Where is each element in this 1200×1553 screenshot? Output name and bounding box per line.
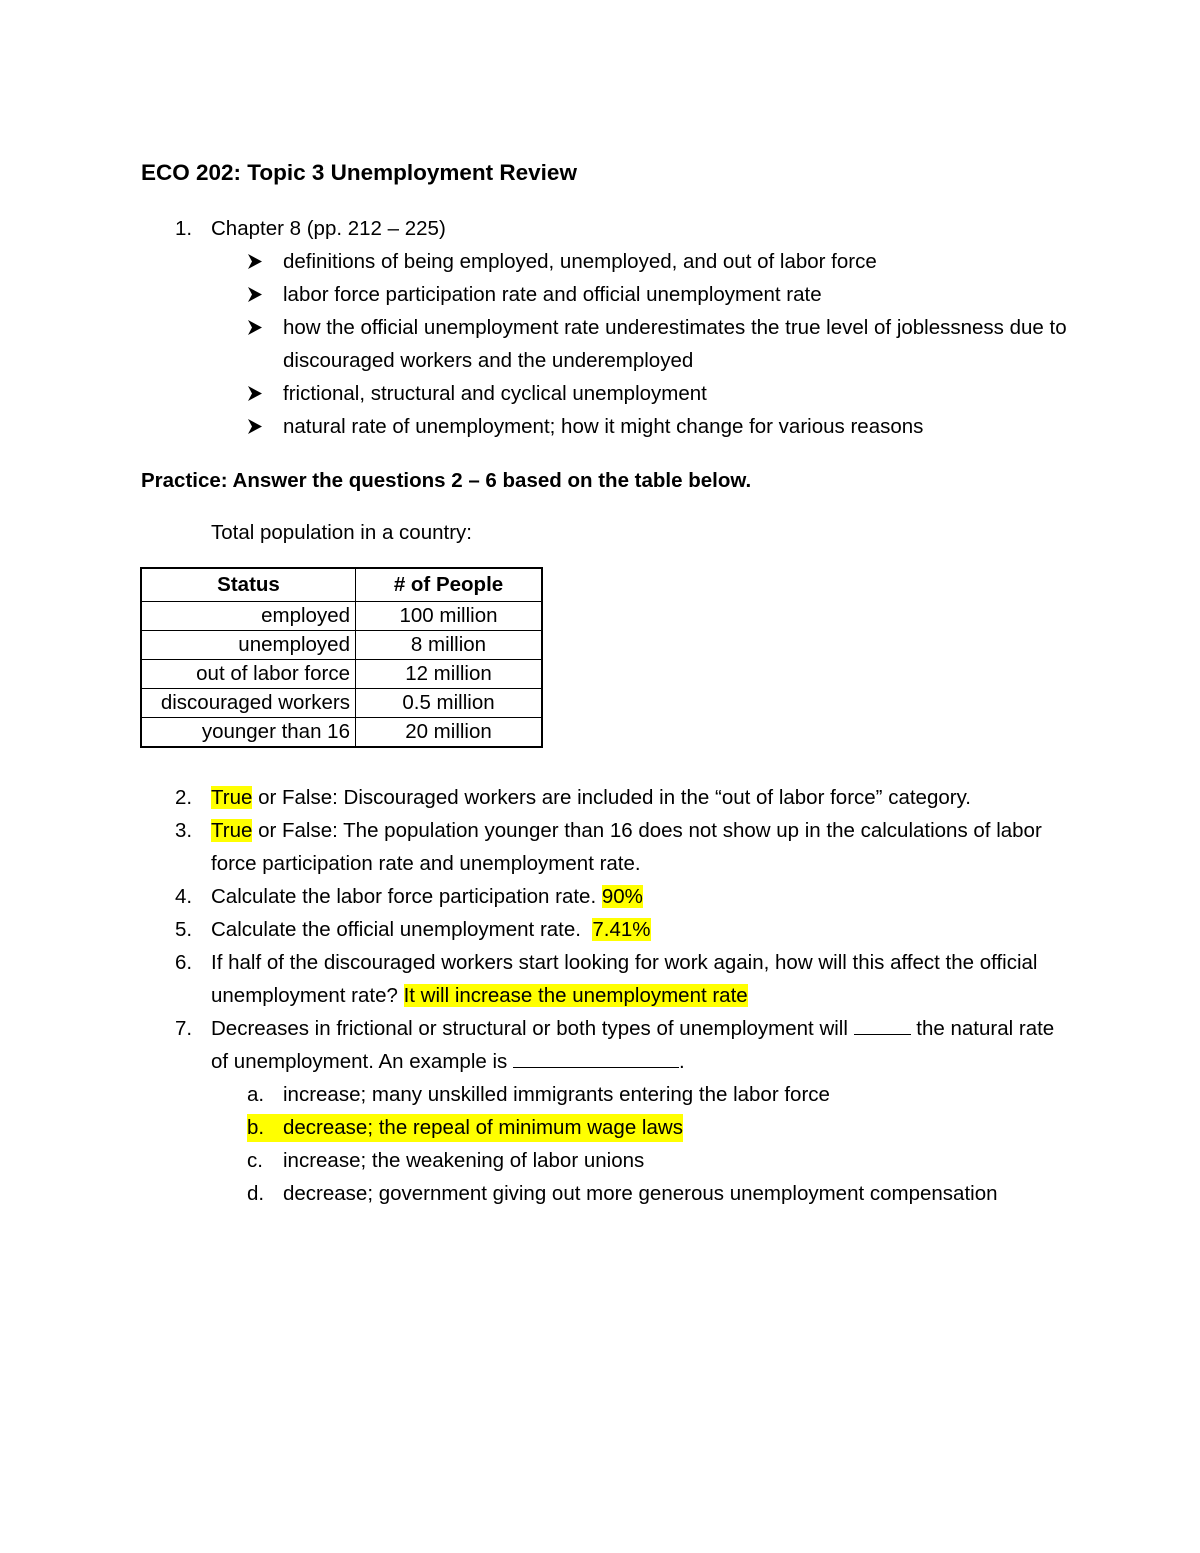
question-6: If half of the discouraged workers start looking for work again, how will this affect the official <box>211 951 1038 974</box>
fill-in-blank <box>854 1016 911 1035</box>
arrow-bullet-icon <box>247 380 267 408</box>
answer-highlight: 90% <box>601 885 643 908</box>
bullet-item: labor force participation rate and official unemployment rate <box>283 283 822 306</box>
practice-heading: Practice: Answer the questions 2 – 6 based on the table below. <box>141 469 752 492</box>
question-text: or False: The population younger than 16 does not show up in the calculations of labor <box>252 819 1042 842</box>
option-letter: d. <box>247 1182 265 1205</box>
table-header-row <box>141 568 542 602</box>
people-cell: 8 million <box>356 631 543 660</box>
option-text: decrease; government giving out more generous unemployment compensation <box>283 1182 998 1205</box>
answer-highlight: It will increase the unemployment rate <box>403 984 748 1007</box>
question-6-continuation <box>211 982 748 1010</box>
question-text: . <box>678 1050 685 1073</box>
question-7-continuation <box>211 1048 685 1076</box>
fill-in-blank <box>513 1049 679 1068</box>
option-answer-highlight <box>247 1114 683 1142</box>
arrow-bullet-icon <box>247 413 267 441</box>
arrow-bullet-icon <box>247 248 267 276</box>
status-cell: discouraged workers <box>141 689 356 718</box>
status-cell: out of labor force <box>141 660 356 689</box>
question-5 <box>211 916 651 944</box>
arrow-bullet-icon <box>247 314 267 342</box>
arrow-bullet-icon <box>247 281 267 309</box>
table-row <box>141 718 542 748</box>
bullet-item: frictional, structural and cyclical unemployment <box>283 382 707 405</box>
table-row <box>141 602 542 631</box>
bullet-item: natural rate of unemployment; how it might change for various reasons <box>283 415 924 438</box>
people-cell: 0.5 million <box>356 689 543 718</box>
item-number-1: 1. <box>175 217 193 240</box>
column-header-status: Status <box>141 568 356 602</box>
question-text: of unemployment. An example is <box>211 1050 513 1073</box>
question-text: or False: Discouraged workers are included in the “out of labor force” category. <box>252 786 971 809</box>
question-3 <box>211 817 1042 845</box>
item-number-2: 2. <box>175 786 193 809</box>
question-text: the natural rate <box>910 1017 1055 1040</box>
bullet-item: definitions of being employed, unemployed, and out of labor force <box>283 250 877 273</box>
people-cell: 20 million <box>356 718 543 748</box>
people-cell: 100 million <box>356 602 543 631</box>
option-text: increase; the weakening of labor unions <box>283 1149 645 1172</box>
item-number-4: 4. <box>175 885 193 908</box>
question-3-continuation: force participation rate and unemployment rate. <box>211 852 641 875</box>
question-text: unemployment rate? <box>211 984 404 1007</box>
chapter-label: Chapter 8 (pp. 212 – 225) <box>211 217 446 240</box>
option-text: decrease; the repeal of minimum wage laws <box>283 1116 683 1139</box>
question-text: Decreases in frictional or structural or both types of unemployment will <box>211 1017 854 1040</box>
status-cell: unemployed <box>141 631 356 660</box>
item-number-7: 7. <box>175 1017 193 1040</box>
people-cell: 12 million <box>356 660 543 689</box>
table-caption: Total population in a country: <box>211 521 472 544</box>
answer-highlight: 7.41% <box>592 918 651 941</box>
population-table <box>140 567 543 748</box>
question-text: Calculate the official unemployment rate. <box>211 918 593 941</box>
table-row <box>141 631 542 660</box>
table-row <box>141 660 542 689</box>
table-row <box>141 689 542 718</box>
option-letter: c. <box>247 1149 263 1172</box>
question-7 <box>211 1015 1054 1043</box>
column-header-people: # of People <box>356 568 543 602</box>
status-cell: employed <box>141 602 356 631</box>
question-4 <box>211 883 643 911</box>
bullet-item-continuation: discouraged workers and the underemployed <box>283 349 694 372</box>
item-number-6: 6. <box>175 951 193 974</box>
option-text: increase; many unskilled immigrants entering the labor force <box>283 1083 830 1106</box>
question-2 <box>211 784 971 812</box>
option-letter: a. <box>247 1083 265 1106</box>
question-text: Calculate the labor force participation rate. <box>211 885 602 908</box>
item-number-3: 3. <box>175 819 193 842</box>
status-cell: younger than 16 <box>141 718 356 748</box>
option-letter: b. <box>247 1116 265 1139</box>
bullet-item: how the official unemployment rate underestimates the true level of joblessness due to <box>283 316 1067 339</box>
item-number-5: 5. <box>175 918 193 941</box>
document-title: ECO 202: Topic 3 Unemployment Review <box>141 160 577 185</box>
answer-highlight: True <box>211 819 253 842</box>
answer-highlight: True <box>211 786 253 809</box>
